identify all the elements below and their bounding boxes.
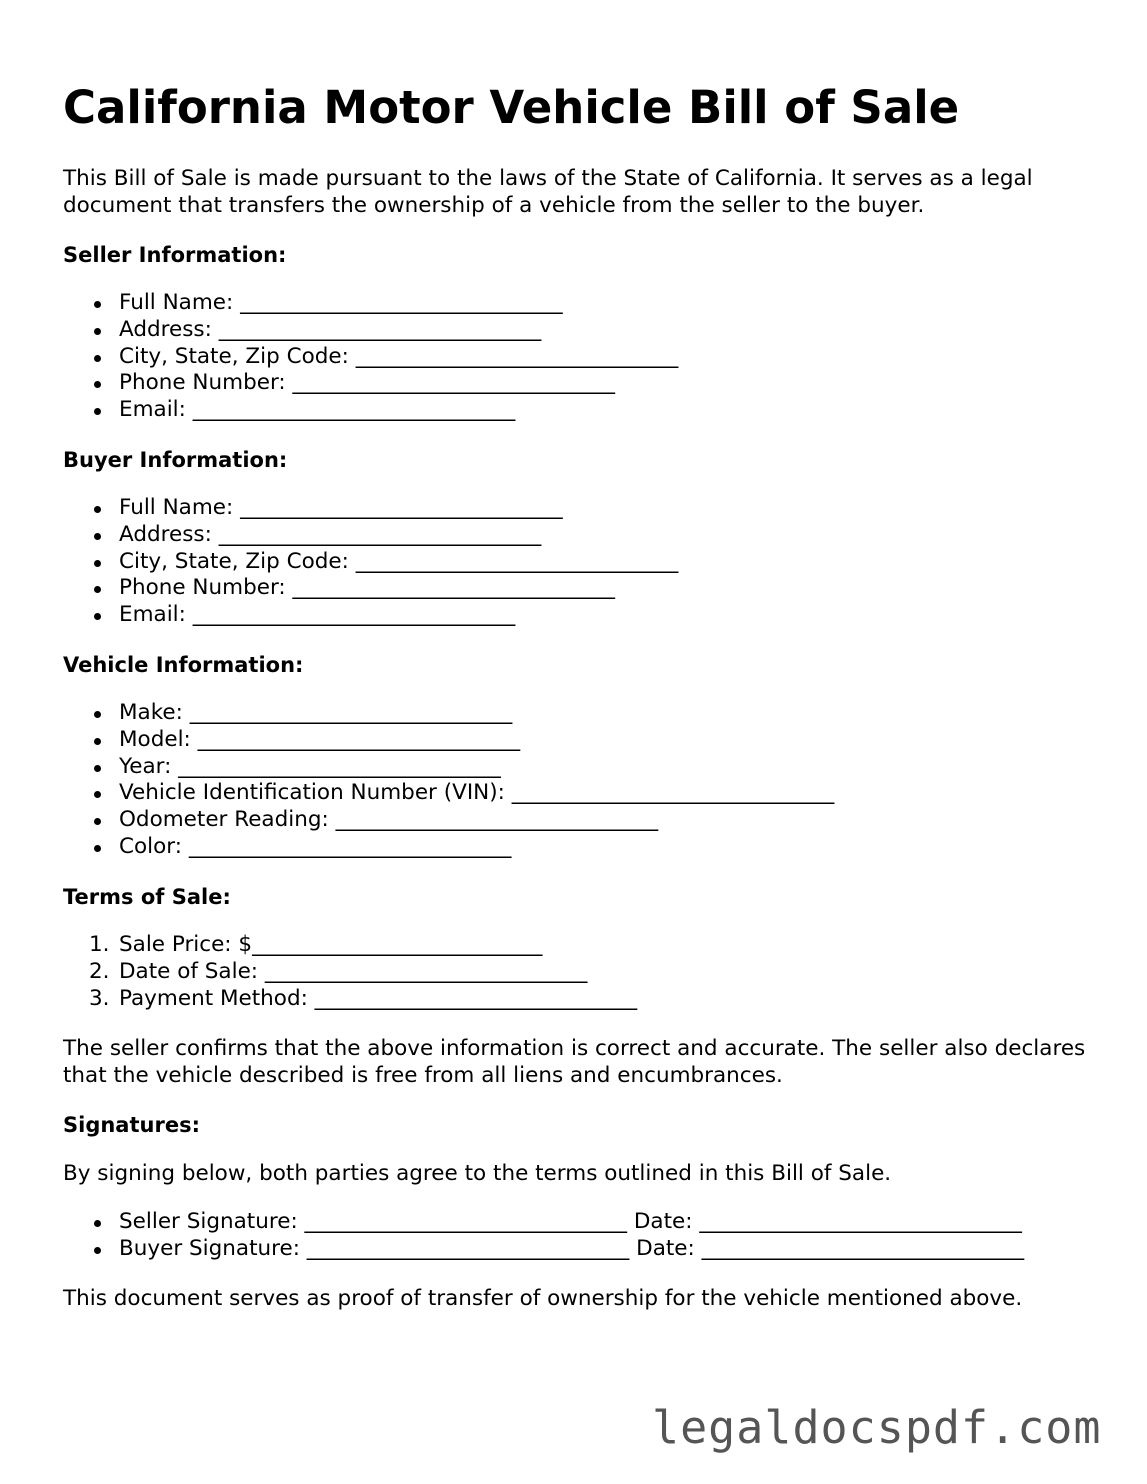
payment-method-label: Payment Method: ______________________________ <box>119 985 638 1011</box>
buyer-address-field[interactable]: Address: ______________________________ <box>63 522 678 549</box>
seller-address-field[interactable]: Address: ______________________________ <box>63 317 678 344</box>
vehicle-field-list <box>63 700 834 861</box>
buyer-field-list <box>63 495 678 629</box>
buyer-city-state-zip-field[interactable]: City, State, Zip Code: ______________________________ <box>63 549 678 576</box>
vehicle-year-field[interactable]: Year: ______________________________ <box>63 754 834 781</box>
vehicle-make-field[interactable]: Make: ______________________________ <box>63 700 834 727</box>
buyer-heading: Buyer Information: <box>63 448 288 472</box>
vehicle-vin-field[interactable]: Vehicle Identification Number (VIN): ______________________________ <box>63 780 834 807</box>
watermark-logo: legaldocspdf.com <box>652 1401 1102 1454</box>
signatures-statement: By signing below, both parties agree to the terms outlined in this Bill of Sale. <box>63 1161 892 1186</box>
signatures-heading: Signatures: <box>63 1113 200 1137</box>
buyer-phone-field[interactable]: Phone Number: ______________________________ <box>63 575 678 602</box>
sale-price-label: Sale Price: $___________________________ <box>119 932 543 957</box>
seller-city-state-zip-field[interactable]: City, State, Zip Code: ______________________________ <box>63 344 678 371</box>
seller-heading: Seller Information: <box>63 243 287 267</box>
confirmation-paragraph: The seller confirms that the above information is correct and accurate. The seller also declares that the vehicle described is free from all liens and encumbrances. <box>63 1036 1086 1088</box>
buyer-full-name-field[interactable]: Full Name: ______________________________ <box>63 495 678 522</box>
seller-signature-field[interactable]: Seller Signature: ______________________________ Date: ______________________________ <box>63 1209 1024 1236</box>
list-number: 2. <box>89 958 110 984</box>
sale-date-label: Date of Sale: ______________________________ <box>119 958 588 984</box>
vehicle-color-field[interactable]: Color: ______________________________ <box>63 834 834 861</box>
seller-email-field[interactable]: Email: ______________________________ <box>63 397 678 424</box>
list-number: 1. <box>89 932 110 957</box>
buyer-signature-field[interactable]: Buyer Signature: ______________________________ Date: ______________________________ <box>63 1236 1024 1263</box>
list-number: 3. <box>89 985 110 1011</box>
signature-field-list <box>63 1209 1024 1263</box>
seller-phone-field[interactable]: Phone Number: ______________________________ <box>63 370 678 397</box>
intro-paragraph: This Bill of Sale is made pursuant to the laws of the State of California. It serves as a legal document that transfers the ownership of a vehicle from the seller to the buyer. <box>63 166 1033 218</box>
buyer-email-field[interactable]: Email: ______________________________ <box>63 602 678 629</box>
seller-field-list <box>63 290 678 424</box>
payment-method-field[interactable] <box>63 986 637 1013</box>
sale-price-field[interactable] <box>63 932 637 959</box>
vehicle-odometer-field[interactable]: Odometer Reading: ______________________________ <box>63 807 834 834</box>
vehicle-model-field[interactable]: Model: ______________________________ <box>63 727 834 754</box>
document-title: California Motor Vehicle Bill of Sale <box>63 81 960 134</box>
terms-field-list <box>63 932 637 1012</box>
seller-full-name-field[interactable]: Full Name: ______________________________ <box>63 290 678 317</box>
sale-date-field[interactable] <box>63 959 637 986</box>
terms-heading: Terms of Sale: <box>63 885 231 909</box>
vehicle-heading: Vehicle Information: <box>63 653 304 677</box>
closing-paragraph: This document serves as proof of transfer of ownership for the vehicle mentioned above. <box>63 1286 1023 1311</box>
